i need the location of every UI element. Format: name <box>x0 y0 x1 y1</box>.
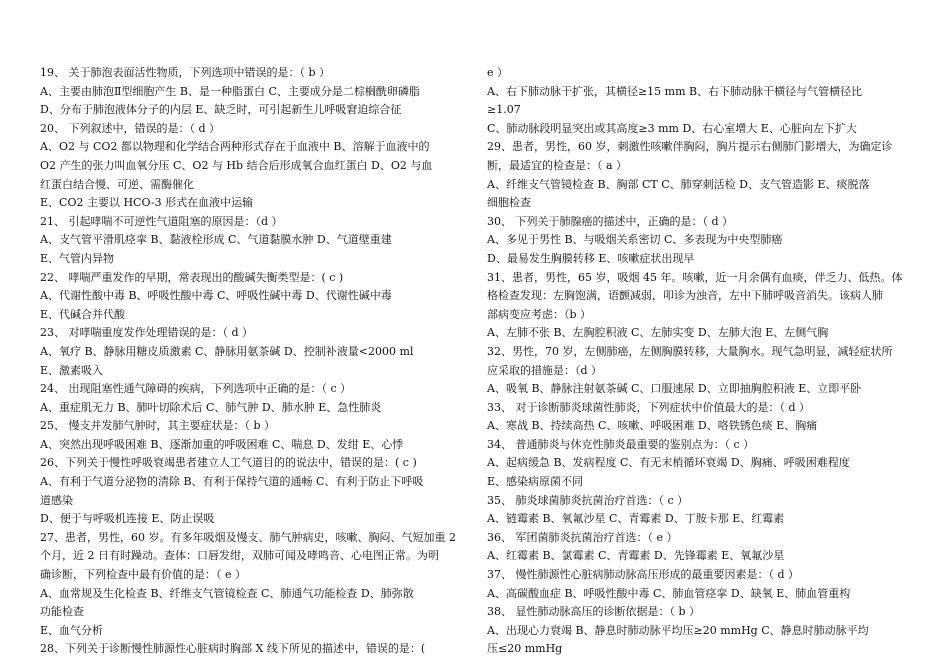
text-line: 27、患者，男性，60 岁。有多年吸烟及慢支、肺气肿病史，咳嗽、胸闷、气短加重 2 <box>40 530 456 544</box>
text-line: A、右下肺动脉干扩张，其横径≥15 mm B、右下肺动脉干横径与气管横径比 <box>487 84 863 98</box>
text-line: 25、 慢支并发肺气肿时，其主要症状是：（ b ） <box>40 419 276 433</box>
left-column <box>40 64 470 659</box>
text-line: A、多见于男性 B、与吸烟关系密切 C、多表现为中央型肺癌 <box>487 233 783 247</box>
text-line: 26、下列关于慢性呼吸衰竭患者建立人工气道目的的说法中，错误的是：( c ) <box>40 456 417 470</box>
text-line: 31、患者，男性，65 岁，吸烟 45 年。咳嗽，近一月余偶有血痰，伴乏力、低热。体 <box>487 270 903 284</box>
text-line: A、支气管平滑肌痉挛 B、黏液栓形成 C、气道黏膜水肿 D、气道壁重建 <box>40 233 392 247</box>
text-line: 21、 引起哮喘不可逆性气道阻塞的原因是：（d ） <box>40 214 283 228</box>
text-line: 格检查发现：左胸饱满，语颤减弱，叩诊为浊音，左中下肺呼吸音消失。该病人肺 <box>487 289 883 303</box>
text-line: A、代谢性酸中毒 B、呼吸性酸中毒 C、呼吸性碱中毒 D、代谢性碱中毒 <box>40 289 392 303</box>
text-line: 压≤20 mmHg <box>487 642 563 656</box>
text-line: A、有利于气道分泌物的清除 B、有利于保持气道的通畅 C、有利于防止下呼吸 <box>40 475 424 489</box>
text-line: 28、下列关于诊断慢性肺源性心脏病时胸部 X 线下所见的描述中，错误的是：( <box>40 642 426 656</box>
text-line: 功能检查 <box>40 605 84 619</box>
text-line: O2 产生的张力叫血氧分压 C、O2 与 Hb 结合后形成氧合血红蛋白 D、O2 与血 <box>40 158 433 172</box>
text-line: 29、患者，男性，60 岁，刺激性咳嗽伴胸闷，胸片提示右侧肺门影增大，为确定诊 <box>487 140 893 154</box>
text-line: 33、 对于诊断肺炎球菌性肺炎，下列症状中价值最大的是：（ d ） <box>487 400 811 414</box>
text-line: 个月，近 2 日有时躁动。查体：口唇发绀，双肺可闻及哮鸣音、心电图正常。为明 <box>40 549 439 563</box>
text-line: 32、男性，70 岁，左侧肺癌，左侧胸膜转移，大量胸水。现气急明显，减轻症状所 <box>487 344 893 358</box>
text-line: A、吸氧 B、静脉注射氨茶碱 C、口服速尿 D、立即抽胸腔积液 E、立即平卧 <box>487 382 862 396</box>
text-line: A、出现心力衰竭 B、静息时肺动脉平均压≥20 mmHg C、静息时肺动脉平均 <box>487 623 869 637</box>
text-line: A、左肺不张 B、左胸腔积液 C、左肺实变 D、左肺大泡 E、左侧气胸 <box>487 326 829 340</box>
text-line: E、血气分析 <box>40 623 104 637</box>
text-line: E、感染病原菌不同 <box>487 475 584 489</box>
text-line: 道感染 <box>40 493 73 507</box>
text-line: 红蛋白结合慢、可逆、需酶催化 <box>40 177 194 191</box>
text-line: 20、 下列叙述中，错误的是：（ d ） <box>40 121 221 135</box>
text-line: 确诊断，下列检查中最有价值的是：（ e ） <box>40 568 247 582</box>
text-line: A、主要由肺泡Ⅱ型细胞产生 B、是一种脂蛋白 C、主要成分是二棕榈酰卵磷脂 <box>40 84 420 98</box>
text-line: E、激素吸入 <box>40 363 104 377</box>
text-line: 34、 普通肺炎与休克性肺炎最重要的鉴别点为：（ c ） <box>487 437 755 451</box>
text-line: A、起病缓急 B、发病程度 C、有无末梢循环衰竭 D、胸痛、呼吸困难程度 <box>487 456 850 470</box>
text-line: A、重症肌无力 B、肺叶切除术后 C、肺气肿 D、肺水肿 E、急性肺炎 <box>40 400 382 414</box>
text-line: E、代碱合并代酸 <box>40 307 126 321</box>
text-line: A、红霉素 B、氯霉素 C、青霉素 D、先锋霉素 E、氧氟沙星 <box>487 549 785 563</box>
text-line: 19、 关于肺泡表面活性物质，下列选项中错误的是：（ b ） <box>40 66 331 79</box>
text-line: A、O2 与 CO2 都以物理和化学结合两种形式存在于血液中 B、溶解于血液中的 <box>40 140 430 154</box>
text-line: A、高碳酸血症 B、呼吸性酸中毒 C、肺血管痉挛 D、缺氧 E、肺血管重构 <box>487 586 851 600</box>
text-line: 24、 出现阻塞性通气障碍的疾病，下列选项中正确的是：（ c ） <box>40 382 352 396</box>
text-line: 35、 肺炎球菌肺炎抗菌治疗首选：（ c ） <box>487 493 689 507</box>
text-line: 38、 显性肺动脉高压的诊断依据是：（ b ） <box>487 605 701 619</box>
right-column <box>487 64 917 659</box>
text-line: D、便于与呼吸机连接 E、防止误吸 <box>40 512 215 526</box>
text-line: 36、 军团菌肺炎抗菌治疗首选：（ e ） <box>487 530 678 544</box>
text-line: 23、 对哮喘重度发作处理错误的是：（ d ） <box>40 326 254 340</box>
text-line: 应采取的措施是：（d ） <box>487 363 603 377</box>
text-line: e ） <box>487 66 509 79</box>
text-line: D、分布于肺泡液体分子的内层 E、缺乏时，可引起新生儿呼吸窘迫综合征 <box>40 103 402 117</box>
text-line: A、突然出现呼吸困难 B、逐渐加重的呼吸困难 C、喘息 D、发绀 E、心悸 <box>40 437 404 451</box>
text-line: 30、 下列关于肺腺癌的描述中，正确的是：（ d ） <box>487 214 734 228</box>
text-line: A、寒战 B、持续高热 C、咳嗽、呼吸困难 D、咯铁锈色痰 E、胸痛 <box>487 419 818 433</box>
text-line: 37、 慢性肺源性心脏病肺动脉高压形成的最重要因素是：（ d ） <box>487 568 800 582</box>
text-line: E、气管内异物 <box>40 251 115 265</box>
text-line: A、纤维支气管镜检查 B、胸部 CT C、肺穿刺活检 D、支气管造影 E、痰脱落 <box>487 177 870 191</box>
text-line: A、血常规及生化检查 B、纤维支气管镜检查 C、肺通气功能检查 D、肺弥散 <box>40 586 414 600</box>
text-line: 部病变应考虑：（b ） <box>487 307 592 321</box>
text-line: C、肺动脉段明显突出或其高度≥3 mm D、右心室增大 E、心脏向左下扩大 <box>487 121 857 135</box>
text-line: E、CO2 主要以 HCO-3 形式在血液中运输 <box>40 196 254 210</box>
text-line: ≥1.07 <box>487 103 521 117</box>
text-line: A、链霉素 B、氧氟沙星 C、青霉素 D、丁胺卡那 E、红霉素 <box>487 512 785 526</box>
text-line: 22、 哮喘严重发作的早期，常表现出的酸碱失衡类型是：( c ) <box>40 270 344 284</box>
text-line: A、氧疗 B、静脉用糖皮质激素 C、静脉用氨茶碱 D、控制补液量<2000 ml <box>40 344 414 358</box>
text-line: 细胞检查 <box>487 196 531 210</box>
text-line: D、最易发生胸膜转移 E、咳嗽症状出现早 <box>487 251 695 265</box>
text-line: 断，最适宜的检查是：（ a ） <box>487 158 628 172</box>
